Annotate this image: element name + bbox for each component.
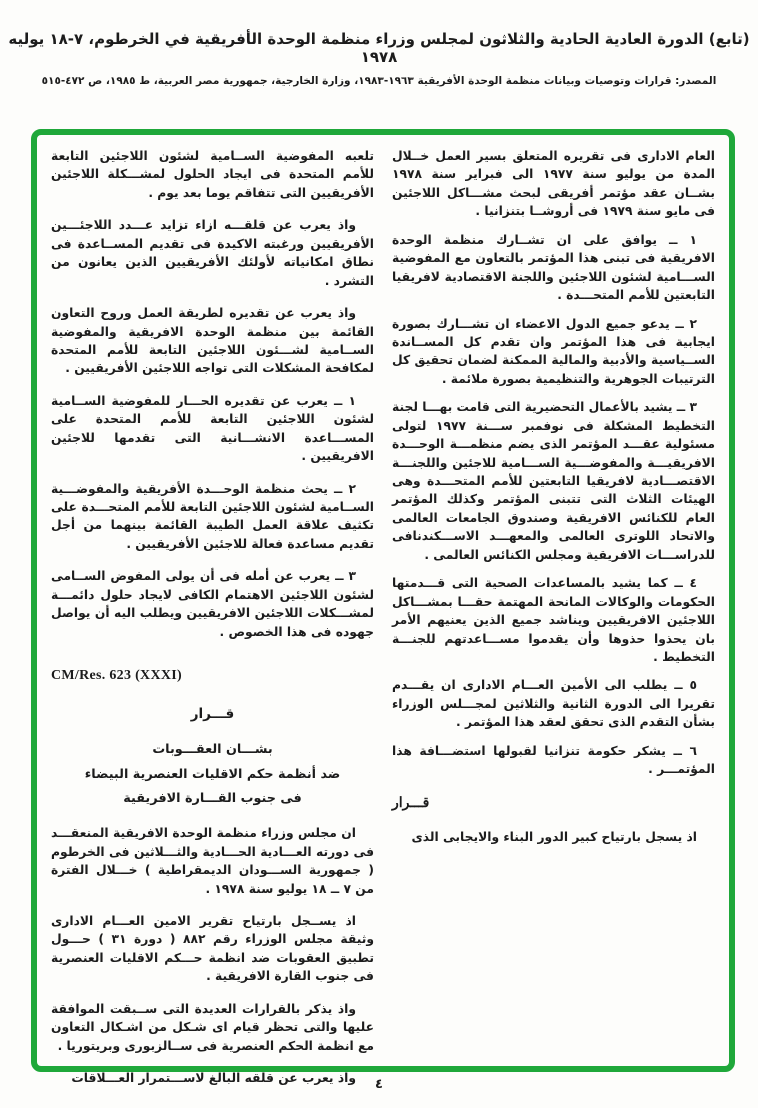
resolution-ref-623: CM/Res. 623 (XXXI) [51,668,182,684]
resolution-title: قـــرار [190,706,235,723]
res622-item-4: ٤ ــ كما يشيد بالمساعدات الصحية التى قـــدمتها الحكومات والوكالات المانحة المهتمة حقـــا بمشـــاكل اللاجئين الافريقيين ويناشد جميع الذين يعنيهم الأمر بان يحذوا حذوها وأن يقدموا مســـاعدتهم للجنـــة التخطيط . [392,576,715,664]
preamble-concern: واذ يعرب عن قلقـــه ازاء تزايد عـــدد اللاجئـــين الأفريقيين ورغبته الاكيدة فى تقديم المســاعدة فى نطاق امكانياته لأولئك الأفريقيين الذين يعانون من التشرد . [51,218,374,288]
subtitle-line: بشـــان العقـــوبات [152,742,273,758]
header-source-line: المصدر: قرارات وتوصيات وبيانات منظمة الوحدة الأفريقية ١٩٦٣-١٩٨٣، وزارة الخارجية، جمهورية مصر العربية، ط ١٩٨٥، ص ٤٧٢-٥١٥ [41,75,717,87]
res-item-3: ٣ ــ يعرب عن أمله فى أن يولى المفوض الســامى لشئون اللاجئين الاهتمام الكافى لايجاد حلول دائمـــة لمشـــكلات اللاجئين الافريقيين ويطلب اليه أن يواصل جهوده فى هذا الخصوص . [51,569,374,639]
paragraph-continuation: تلعبه المفوضية الســامية لشئون اللاجئين التابعة للأمم المتحدة فى ايجاد الحلول لمشـــكلة اللاجئين الأفريقيين التى تتفاقم يوما بعد يوم . [51,149,374,200]
res622-preamble: اذ يسجل بارتياح كبير الدور البناء والايجابى الذى [411,829,697,844]
res-item-1: ١ ــ يعرب عن تقديره الحـــار للمفوضية الســامية لشئون اللاجئين التابعة للأمم المتحدة على المســـاعدة الانشـــانية التى تقدمها للاجئين الافريقيين . [51,393,374,464]
paragraph-continuation: العام الادارى فى تقريره المتعلق بسير العمل خــلال المدة من يوليو سنة ١٩٧٧ الى فبراير سنة ١٩٧٨ بشــان عقد مؤتمر أفريقى لبحث مشـــاكل اللاجئين فى مايو سنة ١٩٧٩ فى أروشــا بتنزانيا . [392,149,715,219]
res622-item-6: ٦ ــ يشكر حكومة تنزانيا لقبولها استضـــافة هذا المؤتمـــر . [392,743,715,777]
page-number: ٤ [375,1077,383,1092]
header-session-title: (تابع) الدورة العادية الحادية والثلاثون لمجلس وزراء منظمة الوحدة الأفريقية في الخرطوم، ٧-١٨ يوليه ١٩٧٨ [8,30,750,66]
subtitle-line: ضد أنظمة حكم الاقليات العنصرية البيضاء [84,766,341,782]
column-right [392,147,715,1058]
res622-item-3: ٣ ــ يشيد بالأعمال التحضيرية التى قامت بهـــا لجنة التخطيط المشكلة فى نوفمبر ســـنة ١٩٧٧ لتولى مسئولية عقـــد المؤتمر الذى يضم منظمـــة الوحـــدة الافريقيـــة والمفوضـــية الســـامية للاجئين واللجنـــة الاقتصـــادية لافريقيا التابعتين للأمم المتحـــدة وهى الهيئات الثلاث التى تتبنى المؤتمر وكذلك المؤتمر العام للكنائس الافريقية وصندوق الجامعات العالمى والاتحاد اللوترى العالمى والمعهـــد الاســـكندنافى للدراســـات الافريقية ومجلس الكنائس العالمى . [392,400,716,562]
res622-item-1: ١ ــ يوافق على ان تشــارك منظمة الوحدة الافريقية فى تبنى هذا المؤتمر بالتعاون مع المفوضية الســـامية لشئون اللاجئين واللجنة الاقتصادية لافريقيا التابعتين للأمم المتحـــدة . [392,232,715,303]
preamble-appreciation: واذ يعرب عن تقديره لطريقة العمل وروح التعاون القائمة بين منظمة الوحدة الافريقية والمفوضية الســامية لشـــئون اللاجئين التابعة للأمم المتحدة لمكافحة المشكلات التى تواجه اللاجئين الأفريقيين . [51,306,374,376]
res623-preamble: ان مجلس وزراء منظمة الوحدة الافريقية المنعقـــد فى دورته العـــادية الحـــادية والثـــلاثين فى الخرطوم ( جمهورية الســـودان الديمقراطية ) خـــلال الفترة من ٧ ــ ١٨ يوليو سنة ١٩٧٨ . [51,826,374,896]
res623-preamble-report: اذ يســجل بارتياح تقرير الامين العـــام الادارى وثيقة مجلس الوزراء رقم ٨٨٢ ( دورة ٣١ ) حـــول تطبيق العقوبات ضد انظمة حـــكم الاقليات العنصرية فى جنوب القارة الافريقية . [51,914,374,984]
document-page [0,30,758,1108]
resolution-subtitle [51,738,374,811]
green-highlight-frame [31,129,735,1086]
subtitle-line: فى جنوب القـــارة الافريقية [123,790,302,806]
column-left [51,147,374,1086]
res623-preamble-concern: واذ يعرب عن قلقه البالغ لاســـتمرار العـــلاقات [71,1071,356,1086]
resolution-ref-622: قـــرار [392,795,430,811]
res622-item-5: ٥ ــ يطلب الى الأمين العـــام الادارى ان يقـــدم تقريرا الى الدورة الثانية والثلاثين لمجـــلس الوزراء بشأن التقدم الذى تحقق لعقد هذا المؤتمر . [392,678,715,730]
two-column-text-area [51,147,716,1086]
res623-preamble-recall: واذ يذكر بالقرارات العديدة التى ســبقت الموافقة عليها والتى تحظر قيام اى شـكل من اشـكال التعاون مع انظمة الحكم العنصرية فى ســالزبورى وبريتوريا . [51,1001,374,1053]
res-item-2: ٢ ــ يحث منظمة الوحـــدة الأفريقية والمفوضـــية الســامية لشئون اللاجئين التابعة للأمم المتحـــدة على تكثيف علاقة العمل الطيبة القائمة بينهما من أجل تقديم مساعدة فعالة للاجئين الأفريقيين . [51,481,374,551]
page-header [0,30,758,87]
res622-item-2: ٢ ــ يدعو جميع الدول الاعضاء ان تشـــارك بصورة ايجابية فى هذا المؤتمر وان تقدم كل المســاندة الســياسية والأدبية والمالية الممكنة لضمان تحقيق كل الترتيبات الجوهرية والتنظيمية بصورة ملائمة . [392,316,715,386]
